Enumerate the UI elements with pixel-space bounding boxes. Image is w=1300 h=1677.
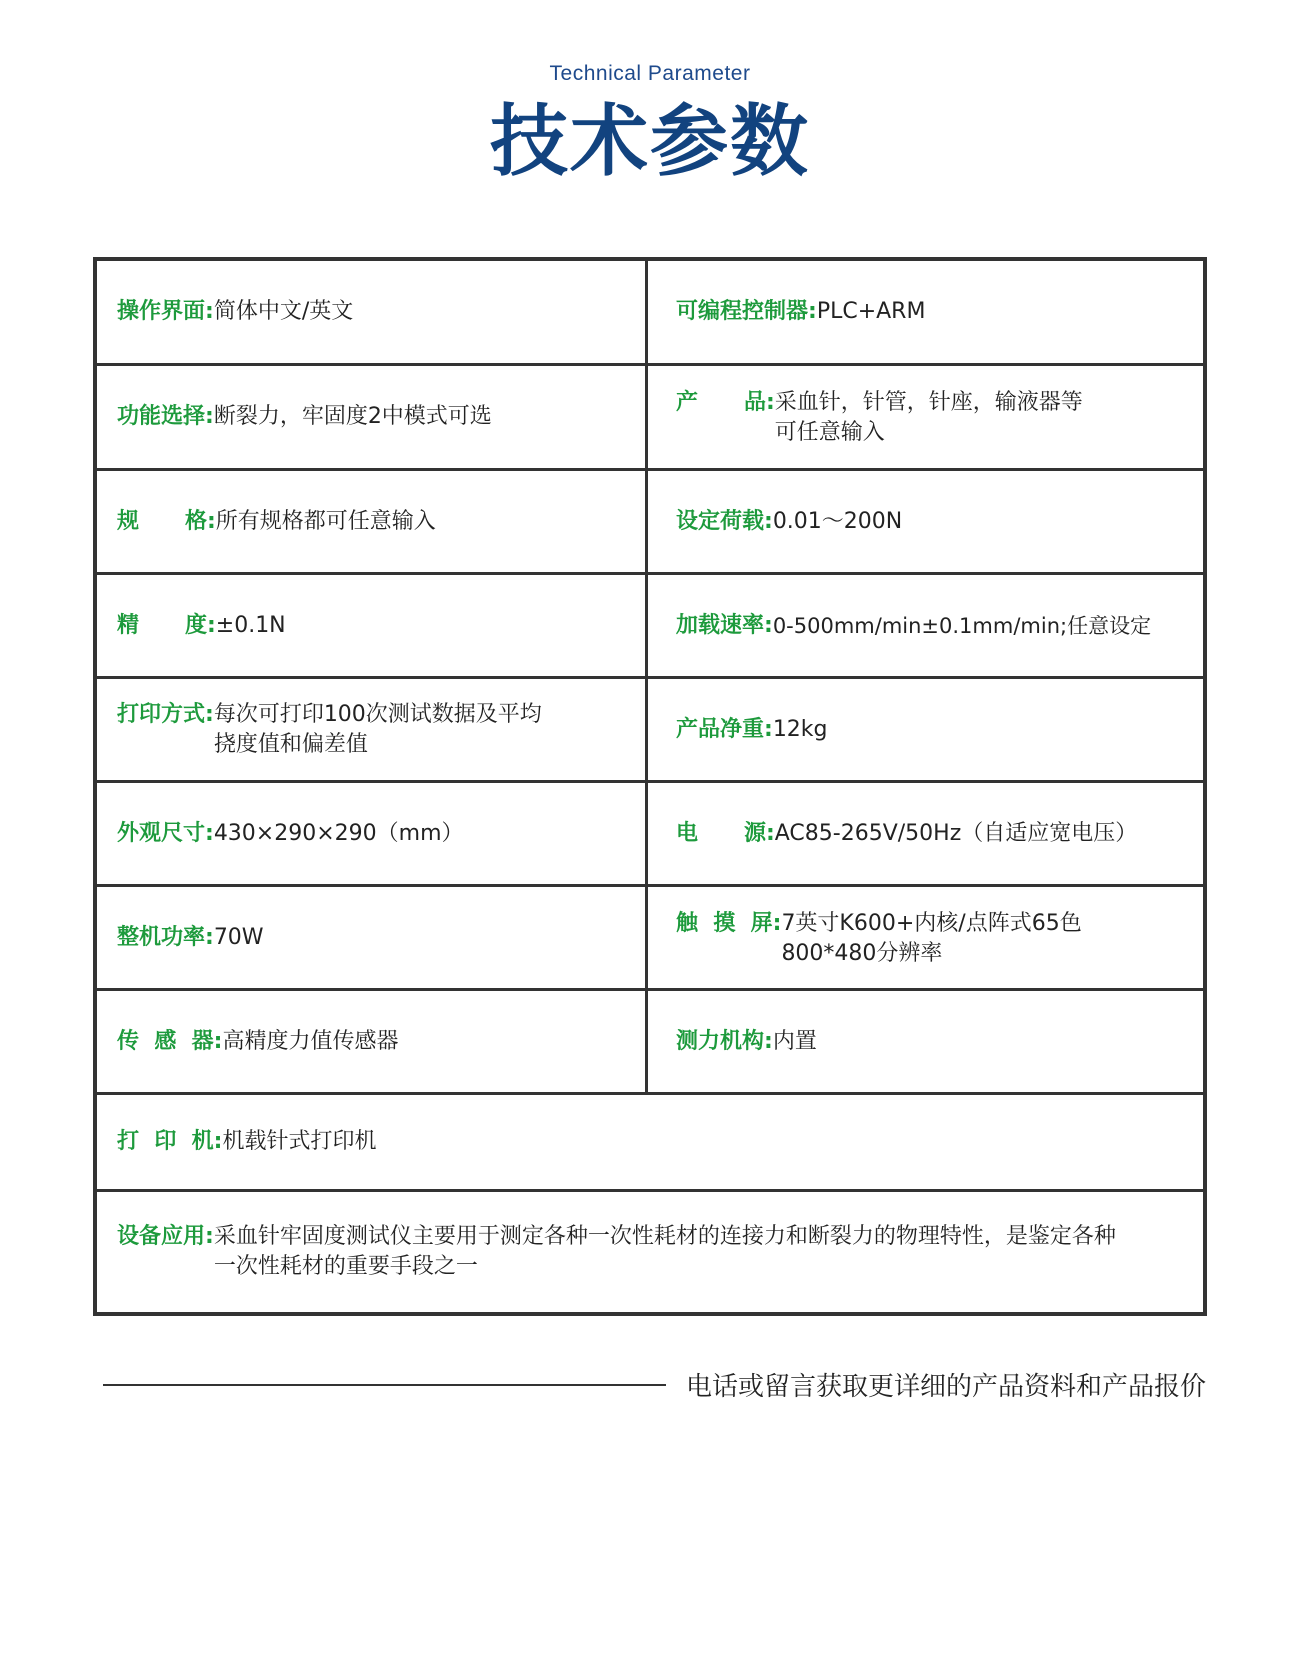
param-value: 采血针，针管，针座，输液器等 可任意输入 bbox=[774, 390, 1083, 445]
param-label: 产 品: bbox=[676, 390, 775, 415]
param-cell bbox=[648, 679, 1203, 780]
param-label: 打印方式: bbox=[117, 701, 214, 727]
param-cell bbox=[97, 471, 648, 572]
table-row bbox=[97, 991, 1203, 1095]
param-label: 设定荷载: bbox=[676, 508, 773, 534]
param-label: 外观尺寸: bbox=[117, 820, 214, 846]
param-cell bbox=[648, 471, 1203, 572]
param-cell bbox=[97, 1095, 1203, 1189]
param-cell bbox=[97, 991, 648, 1092]
footer-divider bbox=[103, 1384, 666, 1386]
param-value: 高精度力值传感器 bbox=[222, 1028, 399, 1054]
table-row bbox=[97, 471, 1203, 575]
param-cell bbox=[648, 575, 1203, 676]
printer-value: 机载针式打印机 bbox=[222, 1129, 377, 1154]
param-value: 7英寸K600+内核/点阵式65色 800*480分辨率 bbox=[781, 911, 1082, 966]
param-value: 70W bbox=[213, 924, 264, 950]
param-cell bbox=[97, 366, 648, 468]
param-label: 测力机构: bbox=[676, 1028, 773, 1054]
param-label: 传 感 器: bbox=[117, 1028, 223, 1054]
param-label: 加载速率: bbox=[676, 612, 773, 638]
param-label: 整机功率: bbox=[117, 924, 214, 950]
table-row bbox=[97, 575, 1203, 679]
param-value: 12kg bbox=[772, 716, 828, 742]
param-cell bbox=[97, 575, 648, 676]
param-label: 触 摸 屏: bbox=[676, 911, 782, 936]
param-value: AC85-265V/50Hz（自适应宽电压） bbox=[774, 820, 1138, 846]
param-cell bbox=[648, 991, 1203, 1092]
param-value: ±0.1N bbox=[215, 612, 286, 638]
param-cell bbox=[648, 783, 1203, 884]
parameter-table bbox=[93, 257, 1207, 1316]
param-value: 0-500mm/min±0.1mm/min;任意设定 bbox=[772, 613, 1152, 638]
application-value: 采血针牢固度测试仪主要用于测定各种一次性耗材的连接力和断裂力的物理特性，是鉴定各种 一次性耗材的重要手段之一 bbox=[213, 1224, 1116, 1279]
table-row bbox=[97, 679, 1203, 783]
footer-contact-text: 电话或留言获取更详细的产品资料和产品报价 bbox=[686, 1372, 1207, 1402]
param-label: 操作界面: bbox=[117, 299, 214, 324]
param-label: 功能选择: bbox=[117, 404, 214, 429]
param-label: 精 度: bbox=[117, 612, 216, 638]
table-row bbox=[97, 783, 1203, 887]
param-cell bbox=[648, 887, 1203, 988]
param-cell bbox=[97, 1192, 1203, 1312]
param-cell bbox=[648, 366, 1203, 468]
param-value: 每次可打印100次测试数据及平均 挠度值和偏差值 bbox=[213, 701, 542, 757]
table-row bbox=[97, 1192, 1203, 1312]
page-title: 技术参数 bbox=[489, 97, 810, 187]
param-value: 简体中文/英文 bbox=[213, 299, 354, 324]
table-row bbox=[97, 366, 1203, 471]
param-cell bbox=[97, 783, 648, 884]
param-cell bbox=[648, 261, 1203, 363]
page-subtitle: Technical Parameter bbox=[549, 62, 751, 85]
printer-label: 打 印 机: bbox=[117, 1129, 223, 1154]
param-value: 内置 bbox=[772, 1028, 817, 1054]
param-value: 0.01～200N bbox=[772, 508, 903, 534]
param-cell bbox=[97, 887, 648, 988]
application-label: 设备应用: bbox=[117, 1224, 214, 1249]
table-row bbox=[97, 261, 1203, 366]
param-value: 断裂力，牢固度2中模式可选 bbox=[213, 404, 492, 429]
param-cell bbox=[97, 261, 648, 363]
table-row bbox=[97, 1095, 1203, 1192]
param-label: 电 源: bbox=[676, 820, 775, 846]
param-label: 产品净重: bbox=[676, 716, 773, 742]
param-label: 可编程控制器: bbox=[676, 299, 817, 324]
param-label: 规 格: bbox=[117, 508, 216, 534]
param-value: 430×290×290（mm） bbox=[213, 820, 464, 846]
param-value: 所有规格都可任意输入 bbox=[215, 508, 436, 534]
param-value: PLC+ARM bbox=[816, 299, 926, 324]
param-cell bbox=[97, 679, 648, 780]
table-row bbox=[97, 887, 1203, 991]
